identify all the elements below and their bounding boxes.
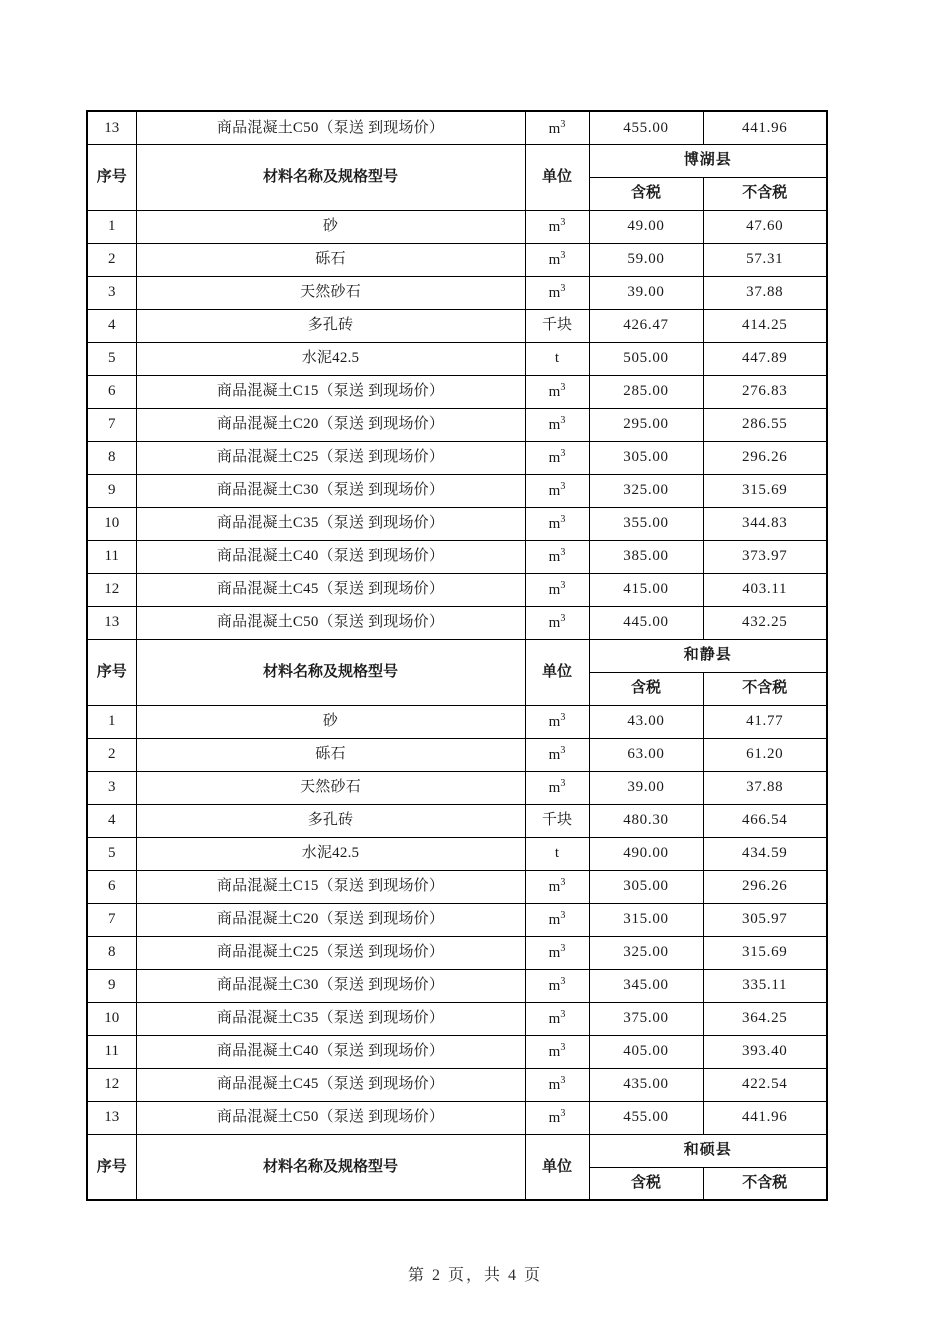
cell-material-name: 商品混凝土C15（泵送 到现场价） — [136, 375, 525, 408]
cell-index: 12 — [87, 1068, 136, 1101]
cell-index: 3 — [87, 276, 136, 309]
table-row — [87, 573, 827, 606]
cell-unit: $m^3$ — [525, 606, 589, 639]
cell-unit: $m^3$ — [525, 408, 589, 441]
table-row — [87, 837, 827, 870]
cell-unit: $m^3$ — [525, 936, 589, 969]
table-row — [87, 606, 827, 639]
cell-material-name: 商品混凝土C25（泵送 到现场价） — [136, 936, 525, 969]
cell-material-name: 水泥42.5 — [136, 837, 525, 870]
header-index: 序号 — [87, 639, 136, 705]
cell-unit: $m^3$ — [525, 573, 589, 606]
table-row — [87, 210, 827, 243]
cell-price-with-tax: 305.00 — [589, 441, 703, 474]
cell-material-name: 商品混凝土C50（泵送 到现场价） — [136, 606, 525, 639]
cell-index: 3 — [87, 771, 136, 804]
cell-index: 4 — [87, 309, 136, 342]
header-region-name: 和硕县 — [589, 1134, 827, 1167]
cell-price-without-tax: 373.97 — [703, 540, 827, 573]
cell-price-with-tax: 285.00 — [589, 375, 703, 408]
cell-unit: $m^3$ — [525, 705, 589, 738]
table-row — [87, 705, 827, 738]
table-row — [87, 1101, 827, 1134]
table-row — [87, 771, 827, 804]
cell-price-without-tax: 61.20 — [703, 738, 827, 771]
price-sheet — [86, 110, 826, 1201]
table-row — [87, 474, 827, 507]
section-header-row — [87, 144, 827, 177]
table-row — [87, 1068, 827, 1101]
table-row — [87, 441, 827, 474]
header-unit: 单位 — [525, 144, 589, 210]
table-row — [87, 738, 827, 771]
cell-price-without-tax: 41.77 — [703, 705, 827, 738]
table-row — [87, 1035, 827, 1068]
header-index: 序号 — [87, 144, 136, 210]
cell-price-without-tax: 441.96 — [703, 111, 827, 144]
cell-index: 7 — [87, 903, 136, 936]
cell-material-name: 多孔砖 — [136, 309, 525, 342]
table-row — [87, 804, 827, 837]
table-row — [87, 969, 827, 1002]
cell-price-with-tax: 43.00 — [589, 705, 703, 738]
cell-price-with-tax: 325.00 — [589, 936, 703, 969]
cell-price-with-tax: 59.00 — [589, 243, 703, 276]
cell-index: 8 — [87, 441, 136, 474]
cell-index: 4 — [87, 804, 136, 837]
cell-price-without-tax: 37.88 — [703, 771, 827, 804]
cell-material-name: 商品混凝土C20（泵送 到现场价） — [136, 408, 525, 441]
cell-unit: $m^3$ — [525, 738, 589, 771]
cell-material-name: 砾石 — [136, 243, 525, 276]
header-material-name: 材料名称及规格型号 — [136, 639, 525, 705]
cell-material-name: 商品混凝土C30（泵送 到现场价） — [136, 969, 525, 1002]
cell-unit: $m^3$ — [525, 111, 589, 144]
cell-price-without-tax: 305.97 — [703, 903, 827, 936]
cell-price-with-tax: 490.00 — [589, 837, 703, 870]
cell-unit: $m^3$ — [525, 903, 589, 936]
cell-price-without-tax: 466.54 — [703, 804, 827, 837]
cell-index: 10 — [87, 507, 136, 540]
cell-price-with-tax: 39.00 — [589, 771, 703, 804]
header-without-tax: 不含税 — [703, 177, 827, 210]
table-row — [87, 276, 827, 309]
cell-index: 2 — [87, 738, 136, 771]
cell-price-with-tax: 435.00 — [589, 1068, 703, 1101]
cell-price-without-tax: 422.54 — [703, 1068, 827, 1101]
cell-index: 13 — [87, 606, 136, 639]
cell-index: 5 — [87, 837, 136, 870]
table-row — [87, 375, 827, 408]
cell-price-without-tax: 47.60 — [703, 210, 827, 243]
cell-material-name: 商品混凝土C25（泵送 到现场价） — [136, 441, 525, 474]
cell-unit: $m^3$ — [525, 969, 589, 1002]
cell-price-without-tax: 447.89 — [703, 342, 827, 375]
cell-unit: $m^3$ — [525, 1002, 589, 1035]
cell-price-without-tax: 315.69 — [703, 936, 827, 969]
cell-index: 5 — [87, 342, 136, 375]
cell-price-with-tax: 49.00 — [589, 210, 703, 243]
cell-index: 12 — [87, 573, 136, 606]
cell-price-without-tax: 432.25 — [703, 606, 827, 639]
cell-unit: t — [525, 837, 589, 870]
cell-index: 11 — [87, 1035, 136, 1068]
cell-material-name: 商品混凝土C20（泵送 到现场价） — [136, 903, 525, 936]
cell-price-with-tax: 355.00 — [589, 507, 703, 540]
cell-price-with-tax: 445.00 — [589, 606, 703, 639]
cell-price-with-tax: 295.00 — [589, 408, 703, 441]
cell-material-name: 商品混凝土C35（泵送 到现场价） — [136, 1002, 525, 1035]
page-footer: 第 2 页，共 4 页 — [407, 1267, 542, 1284]
header-material-name: 材料名称及规格型号 — [136, 1134, 525, 1200]
cell-unit: $m^3$ — [525, 1068, 589, 1101]
header-unit: 单位 — [525, 639, 589, 705]
cell-index: 9 — [87, 474, 136, 507]
cell-index: 10 — [87, 1002, 136, 1035]
cell-index: 11 — [87, 540, 136, 573]
cell-unit: t — [525, 342, 589, 375]
cell-index: 1 — [87, 705, 136, 738]
cell-unit: $m^3$ — [525, 210, 589, 243]
cell-price-without-tax: 296.26 — [703, 870, 827, 903]
header-with-tax: 含税 — [589, 672, 703, 705]
cell-material-name: 多孔砖 — [136, 804, 525, 837]
cell-unit: $m^3$ — [525, 870, 589, 903]
cell-material-name: 商品混凝土C30（泵送 到现场价） — [136, 474, 525, 507]
cell-price-without-tax: 414.25 — [703, 309, 827, 342]
cell-material-name: 商品混凝土C45（泵送 到现场价） — [136, 1068, 525, 1101]
cell-unit: $m^3$ — [525, 1035, 589, 1068]
cell-material-name: 天然砂石 — [136, 276, 525, 309]
cell-price-without-tax: 403.11 — [703, 573, 827, 606]
cell-unit: $m^3$ — [525, 375, 589, 408]
cell-index: 13 — [87, 111, 136, 144]
table-row — [87, 870, 827, 903]
table-row — [87, 936, 827, 969]
header-region-name: 博湖县 — [589, 144, 827, 177]
cell-price-without-tax: 37.88 — [703, 276, 827, 309]
cell-price-without-tax: 276.83 — [703, 375, 827, 408]
cell-price-with-tax: 305.00 — [589, 870, 703, 903]
table-row — [87, 1002, 827, 1035]
table-row — [87, 243, 827, 276]
table-row — [87, 342, 827, 375]
material-price-table — [86, 110, 828, 1201]
cell-price-with-tax: 480.30 — [589, 804, 703, 837]
cell-material-name: 砂 — [136, 210, 525, 243]
cell-material-name: 商品混凝土C35（泵送 到现场价） — [136, 507, 525, 540]
table-row — [87, 408, 827, 441]
cell-unit: 千块 — [525, 804, 589, 837]
cell-index: 1 — [87, 210, 136, 243]
cell-price-with-tax: 426.47 — [589, 309, 703, 342]
table-row — [87, 507, 827, 540]
cell-price-with-tax: 315.00 — [589, 903, 703, 936]
cell-price-without-tax: 315.69 — [703, 474, 827, 507]
cell-material-name: 天然砂石 — [136, 771, 525, 804]
header-index: 序号 — [87, 1134, 136, 1200]
cell-price-without-tax: 286.55 — [703, 408, 827, 441]
cell-price-without-tax: 296.26 — [703, 441, 827, 474]
cell-index: 2 — [87, 243, 136, 276]
cell-unit: $m^3$ — [525, 1101, 589, 1134]
cell-unit: $m^3$ — [525, 507, 589, 540]
cell-price-with-tax: 375.00 — [589, 1002, 703, 1035]
section-header-row — [87, 1134, 827, 1167]
cell-material-name: 商品混凝土C50（泵送 到现场价） — [136, 111, 525, 144]
cell-index: 8 — [87, 936, 136, 969]
cell-material-name: 砂 — [136, 705, 525, 738]
cell-index: 6 — [87, 375, 136, 408]
cell-price-with-tax: 455.00 — [589, 111, 703, 144]
cell-price-without-tax: 434.59 — [703, 837, 827, 870]
cell-unit: $m^3$ — [525, 771, 589, 804]
cell-price-with-tax: 405.00 — [589, 1035, 703, 1068]
table-row — [87, 540, 827, 573]
cell-price-with-tax: 345.00 — [589, 969, 703, 1002]
cell-price-with-tax: 415.00 — [589, 573, 703, 606]
table-row — [87, 309, 827, 342]
cell-index: 9 — [87, 969, 136, 1002]
cell-index: 13 — [87, 1101, 136, 1134]
cell-price-with-tax: 325.00 — [589, 474, 703, 507]
cell-price-without-tax: 344.83 — [703, 507, 827, 540]
cell-material-name: 商品混凝土C40（泵送 到现场价） — [136, 1035, 525, 1068]
cell-material-name: 商品混凝土C15（泵送 到现场价） — [136, 870, 525, 903]
cell-unit: $m^3$ — [525, 276, 589, 309]
cell-price-without-tax: 335.11 — [703, 969, 827, 1002]
cell-price-without-tax: 57.31 — [703, 243, 827, 276]
cell-unit: $m^3$ — [525, 474, 589, 507]
cell-material-name: 水泥42.5 — [136, 342, 525, 375]
table-row — [87, 111, 827, 144]
cell-material-name: 商品混凝土C40（泵送 到现场价） — [136, 540, 525, 573]
cell-price-with-tax: 385.00 — [589, 540, 703, 573]
cell-price-with-tax: 63.00 — [589, 738, 703, 771]
cell-price-with-tax: 505.00 — [589, 342, 703, 375]
cell-material-name: 砾石 — [136, 738, 525, 771]
header-with-tax: 含税 — [589, 1167, 703, 1200]
cell-unit: $m^3$ — [525, 540, 589, 573]
cell-unit: 千块 — [525, 309, 589, 342]
section-header-row — [87, 639, 827, 672]
cell-price-with-tax: 39.00 — [589, 276, 703, 309]
cell-material-name: 商品混凝土C45（泵送 到现场价） — [136, 573, 525, 606]
table-row — [87, 903, 827, 936]
cell-price-with-tax: 455.00 — [589, 1101, 703, 1134]
cell-index: 6 — [87, 870, 136, 903]
header-material-name: 材料名称及规格型号 — [136, 144, 525, 210]
header-region-name: 和静县 — [589, 639, 827, 672]
header-without-tax: 不含税 — [703, 1167, 827, 1200]
cell-price-without-tax: 364.25 — [703, 1002, 827, 1035]
cell-index: 7 — [87, 408, 136, 441]
header-with-tax: 含税 — [589, 177, 703, 210]
cell-price-without-tax: 441.96 — [703, 1101, 827, 1134]
cell-material-name: 商品混凝土C50（泵送 到现场价） — [136, 1101, 525, 1134]
header-without-tax: 不含税 — [703, 672, 827, 705]
header-unit: 单位 — [525, 1134, 589, 1200]
cell-unit: $m^3$ — [525, 243, 589, 276]
cell-price-without-tax: 393.40 — [703, 1035, 827, 1068]
cell-unit: $m^3$ — [525, 441, 589, 474]
